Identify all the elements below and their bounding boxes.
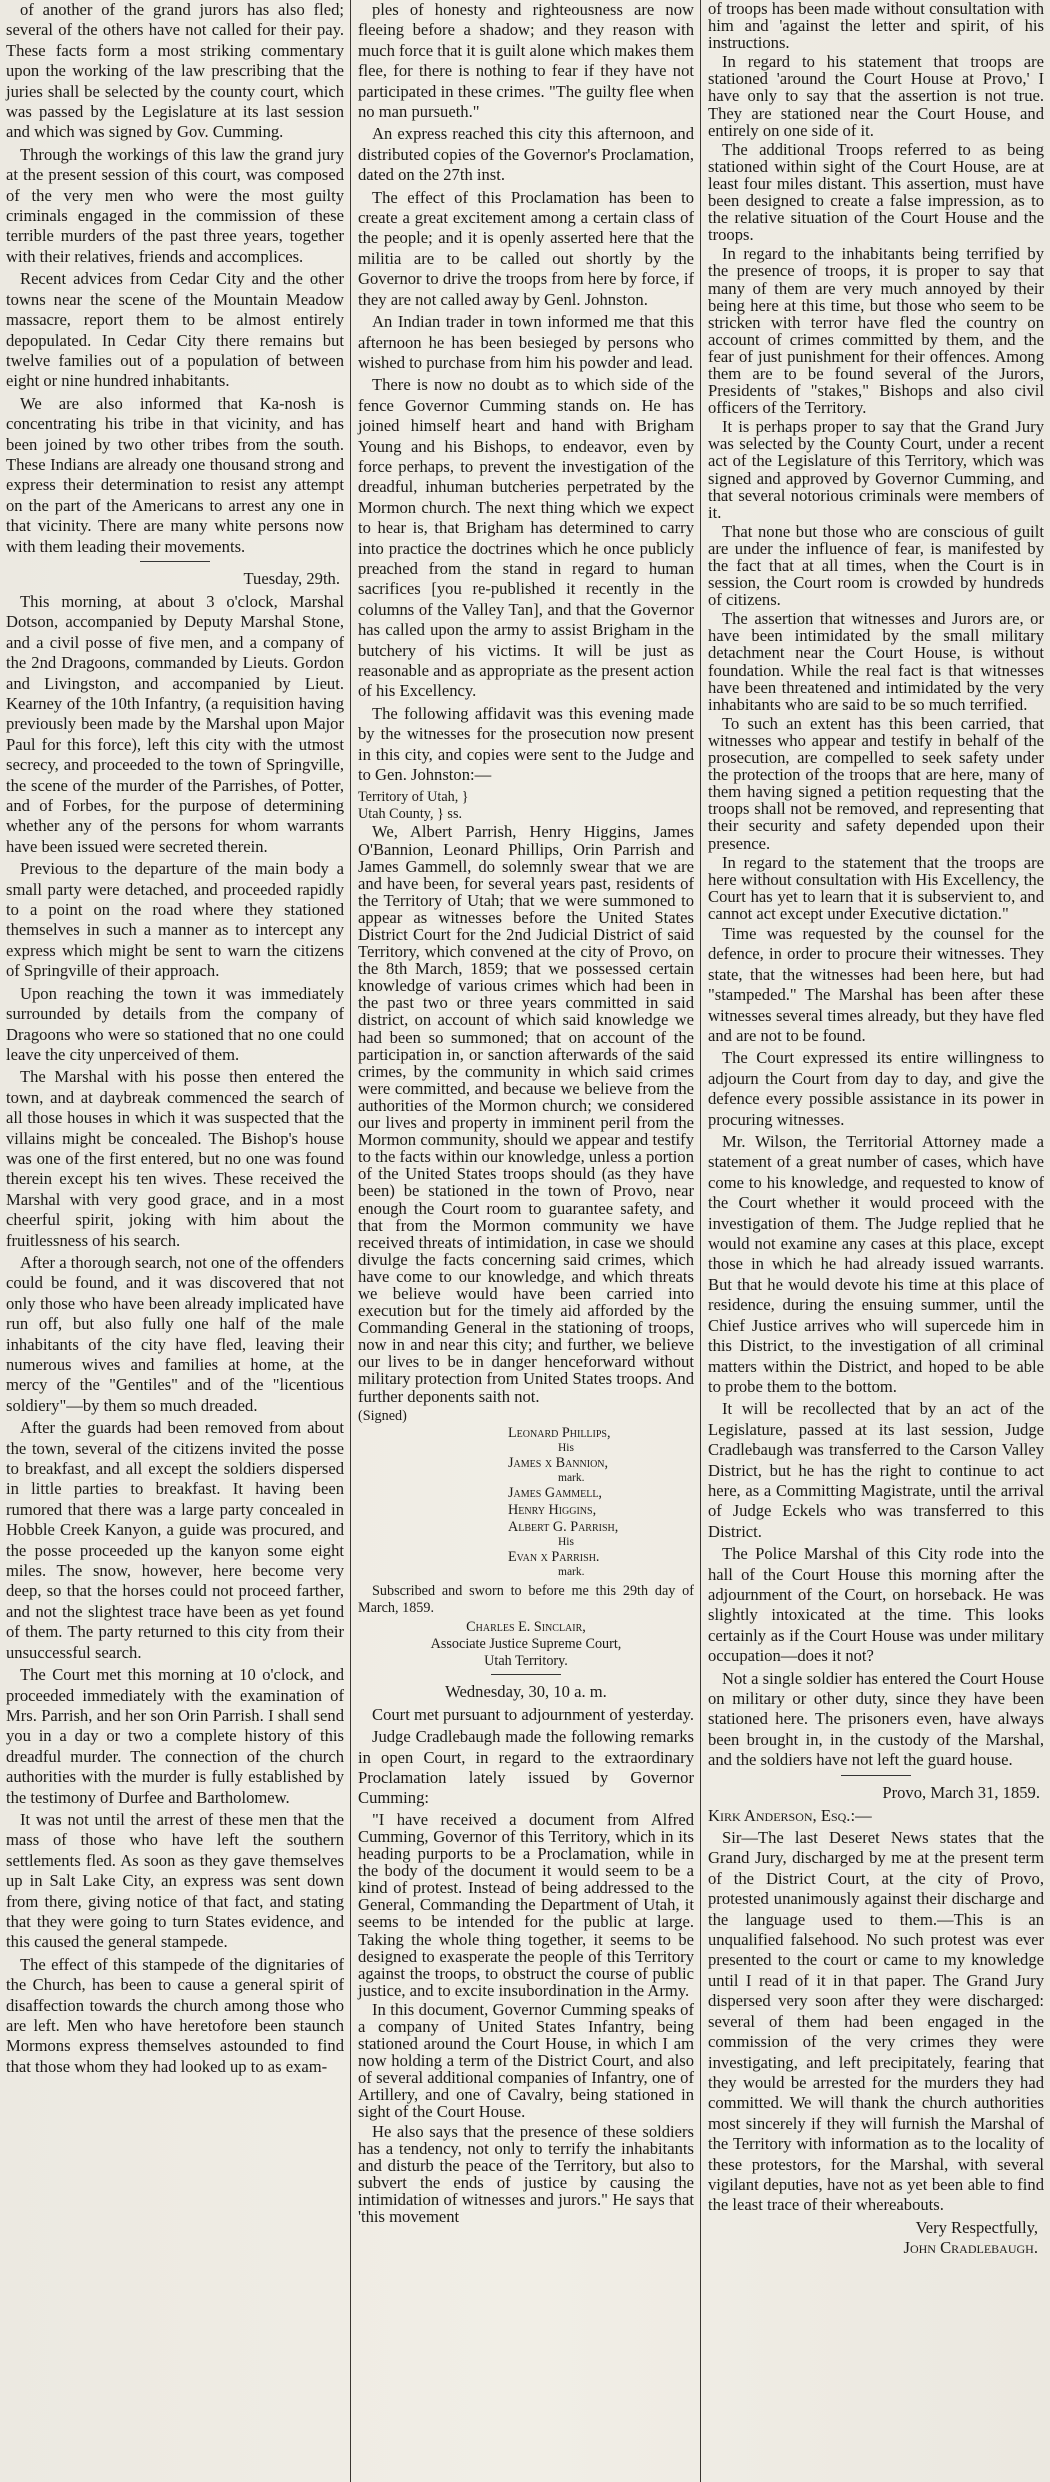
signer-mark: His [558,1535,574,1548]
signer [358,1519,694,1549]
venue-line: Utah County, } ss. [358,806,463,823]
column-2 [352,0,700,2482]
signer-name: James Gammell, [508,1484,602,1501]
paragraph: Recent advices from Cedar City and the other towns near the scene of the Mountain Meadow massacre, report them to be almost entirely depopulated. In Cedar City there remains but twelve families out of a population of between eight or nine hundred inhabitants. [6,269,344,391]
quote-paragraph: In regard to the statement that the troops are here without consultation with His Excellency, the Court has yet to learn that it is subservient to, and cannot act except under Executive dictation." [708,852,1044,923]
signer [358,1549,694,1579]
quote-paragraph: That none but those who are conscious of guilt are under the influence of fear, is manifested by the fact that at all times, when the Court is in session, the Court room is crowded by hundreds of citizens. [708,521,1044,610]
signer [358,1485,694,1502]
justice-title: Associate Justice Supreme Court, [430,1635,622,1652]
signer-mark: His [558,1441,574,1454]
quote-paragraph: In regard to his statement that troops are stationed 'around the Court House at Provo,' I have only to say that the assertion is not true. They are stationed near the Court House, and entirely on one side of it. [708,52,1044,140]
dateline-wednesday: Wednesday, 30, 10 a. m. [445,1681,607,1701]
paragraph: Court met pursuant to adjournment of yesterday. [372,1704,694,1724]
section-divider [841,1775,911,1776]
paragraph: There is now no doubt as to which side of the fence Governor Cumming stands on. He has joined himself heart and hand with Brigham Young and his Bishops, to endeavor, even by force perhaps, to prevent the investigation of the dreadful, inhuman butcheries perpetrated by the Mormon church. The next thing which we expect to hear is, that Brigham has determined to carry into practice the doctrines which he once publicly preached from the stand in regard to human sacrifices [you re-published it recently in the columns of the Valley Tan], and that the Governor has called upon the army to assist Brigham in the butchery of his victims. It will be just as reasonable and as appropriate as the present action of his Excellency. [358,375,694,701]
quote-paragraph: "I have received a document from Alfred Cumming, Governor of this Territory, which in its heading purports to be a Proclamation, while in the body of the document it would seem to be a kind of protest. Instead of being addressed to the General, Commanding the Department of Utah, it seems to be intended for the public at large. Taking the whole thing together, it seems to be designed to exasperate the people of this Territory against the troops, to obstruct the course of public justice, and to excite insubordination in the Army. [358,1809,694,2000]
column-rule [700,0,701,2482]
signer [358,1455,694,1485]
quote-paragraph: of troops has been made without consultation with him and 'against the letter and spirit, of his instructions. [708,0,1044,53]
paragraph: The effect of this stampede of the dignitaries of the Church, has been to cause a general spirit of disaffection towards the church among those who are left. Men who have heretofore been staunch Mormons express themselves astounded to find that those whom they had looked up to as exam- [6,1954,344,2076]
paragraph: Upon reaching the town it was immediately surrounded by details from the company of Dragoons who were so stationed that no one could leave the city unperceived of them. [6,983,344,1064]
paragraph: The Marshal with his posse then entered the town, and at daybreak commenced the search of all those houses in which it was suspected that the villains might be concealed. The Bishop's house was one of the first entered, but no one was found therein except his ten wives. These received the Marshal with very good grace, and in a most cheerful spirit, joking with him about the fruitlessness of his search. [6,1067,344,1250]
column-1-text-a [6,0,344,557]
justice-title: Utah Territory. [484,1652,568,1669]
paragraph: of another of the grand jurors has also fled; several of the others have not called for their pay. These facts form a most striking commentary upon the working of the law prescribing that the juries shall be selected by the county court, which was passed by the Legislature at its last session and which was signed by Gov. Cumming. [6,0,344,142]
paragraph: Time was requested by the counsel for the defence, in order to procure their witnesses. They state, that the witnesses had been here, but had "stampeded." The Marshal has been after these witnesses several times already, but they have fled and are not to be found. [708,923,1044,1045]
paragraph: Judge Cradlebaugh made the following remarks in open Court, in regard to the extraordinary Proclamation lately issued by Governor Cumming: [358,1727,694,1808]
paragraph: This morning, at about 3 o'clock, Marshal Dotson, accompanied by Deputy Marshal Stone, and a civil posse of five men, and a company of the 2nd Dragoons, commanded by Lieuts. Gordon and Livingston, and accompanied by Lieut. Kearney of the 10th Infantry, (a requisition having previously been made by the Marshal upon Major Paul for this force), left this city with the utmost secrecy, and proceeded to the town of Springville, the scene of the murder of the Parrishes, of Potter, and of Forbes, for the purpose of determining whether any of the persons for whom warrants have been issued were secreted therein. [6,591,344,856]
paragraph: Not a single soldier has entered the Court House on military or other duty, since they have been stationed here. The prisoners even, have always been brought in, in the custody of the Marshal, and the soldiers have not left the guard house. [708,1668,1044,1770]
column-rule [350,0,351,2482]
quote-paragraph: The additional Troops referred to as being stationed within sight of the Court House, are at least four miles distant. This assertion, must have been designed to create a false impression, as to the relative situation of the Court House and the troops. [708,139,1044,245]
jurat: Subscribed and sworn to before me this 29th day of March, 1859. [358,1582,694,1616]
paragraph: The following affidavit was this evening made by the witnesses for the prosecution now present in this city, and copies were sent to the Judge and to Gen. Johnston:— [358,703,694,785]
column-3 [702,0,1050,2482]
quote-paragraph: It is perhaps proper to say that the Grand Jury was selected by the County Court, under a recent act of the Legislature of this Territory, which was signed and approved by Governor Cumming, and that several notorious criminals were members of it. [708,417,1044,522]
judge-remarks-continued [708,0,1044,922]
section-divider [140,561,210,562]
paragraph: We are also informed that Ka-nosh is concentrating his tribe in that vicinity, and has been joined by two other tribes from the south. These Indians are already one thousand strong and express their determination to resist any attempt on the part of the Americans to arrest any one in that vicinity. There are many white persons now with them leading their movements. [6,393,344,556]
paragraph: The Police Marshal of this City rode into the hall of the Court House this morning after the adjournment of the Court, on horseback. He was slightly intoxicated at the time. This looks certainly as if the Court House was under military occupation—does it not? [708,1544,1044,1666]
signer-name: James x Bannion, [508,1454,609,1471]
signature-block [358,1407,694,1579]
paragraph: The Court expressed its entire willingness to adjourn the Court from day to day, and give the defence every possible assistance in its power in procuring witnesses. [708,1048,1044,1129]
letter-signature: John Cradlebaugh. [903,2237,1038,2257]
signer-name: Evan x Parrish. [508,1548,600,1565]
letter-dateline: Provo, March 31, 1859. [882,1782,1040,1802]
signed-label: (Signed) [358,1407,407,1424]
section-divider [491,1674,561,1675]
signer-name: Leonard Phillips, [508,1424,611,1441]
paragraph: ples of honesty and righteousness are now fleeing before a shadow; and they reason with much force that it is guilt alone which makes them flee, for there is nothing to fear if they have not participated in these crimes. "The guilty flee when no man pursueth." [358,0,694,122]
quote-paragraph: In this document, Governor Cumming speaks of a company of United States Infantry, being stationed around the Court House, in which I am now holding a term of the District Court, and also of several additional companies of Infantry, one of Artillery, and one of Cavalry, being stationed in sight of the Court House. [358,1999,694,2122]
dateline-tuesday: Tuesday, 29th. [243,568,340,588]
paragraph: An Indian trader in town informed me that this afternoon he has been besieged by persons who wished to purchase from him his powder and lead. [358,312,694,372]
quote-paragraph: The assertion that witnesses and Jurors are, or have been intimidated by the small military detachment near the Court House, is without foundation. While the real fact is that witnesses have been threatened and intimidated by the very inhabitants who are said to be so much terrified. [708,609,1044,714]
letter-body: Sir—The last Deseret News states that the Grand Jury, discharged by me at the present term of the District Court, at the city of Provo, protested unanimously against their discharge and the language used to them.—This is an unqualified falsehood. No such protest was ever presented to the court or came to my knowledge until I read of it in that paper. The Grand Jury dispersed very soon after they were discharged: several of them had been engaged in the commission of the very crimes they were investigating, and left precipitately, fearing that they would be arrested for the murders they had committed. We will thank the church authorities most sincerely if they will furnish the Marshal of the Territory with information as to the locality of these protestors, for the Marshal, with several vigilant deputies, have not as yet been able to find the least trace of their whereabouts. [708,1828,1044,2215]
paragraph: After a thorough search, not one of the offenders could be found, and it was discovered that not only those who have been already implicated have run off, but also fully one half of the male inhabitants of the city have fled, leaving their numerous wives and families at home, at the mercy of the "Gentiles" and of the "licentious soldiery"—by them so much dreaded. [6,1252,344,1415]
quote-paragraph: In regard to the inhabitants being terrified by the presence of troops, it is proper to say that many of them are very much annoyed by their being here at this time, but those who seem to be stricken with terror have fled the country on account of crimes committed by them, and the fear of just punishment for their offences. Among them are to be found several of the Jurors, Presidents of "stakes," Bishops and also civil officers of the Territory. [708,244,1044,418]
quote-paragraph: He also says that the presence of these soldiers has a tendency, not only to terrify the inhabitants and disturb the peace of the Territory, but also to subvert the ends of justice by causing the intimidation of witnesses and jurors." He says that 'this movement [358,2121,694,2226]
paragraph: It will be recollected that by an act of the Legislature, passed at its last session, Judge Cradlebaugh was transferred to the Carson Valley District, but he has the right to continue to act here, as a Committing Magistrate, until the arrival of Judge Eckels who was transferred to this District. [708,1399,1044,1541]
letter-closing: Very Respectfully, [915,2217,1038,2237]
quote-paragraph: To such an extent has this been carried, that witnesses who appear and testify in behalf of the prosecution, are compelled to seek safety under the protection of the troops that are here, many of them having signed a petition requesting that the troops shall not be removed, and representing that their security and safety depended upon their presence. [708,713,1044,853]
paragraph: An express reached this city this afternoon, and distributed copies of the Governor's Proclamation, dated on the 27th inst. [358,124,694,185]
signer-mark: mark. [558,1471,585,1484]
paragraph: The effect of this Proclamation has been to create a great excitement among a certain class of the people; and it is openly asserted here that the militia are to be called out shortly by the Governor to drive the troops from here by force, if they are not called away by Genl. Johnston. [358,187,694,309]
column-1-text-b [6,592,344,2077]
affidavit-text: We, Albert Parrish, Henry Higgins, James O'Bannion, Leonard Phillips, Orin Parrish and James Gammell, do solemnly swear that we are and have been, for several years past, residents of the Territory of Utah; that we were summoned to appear as witnesses before the United States District Court for the 2nd Judicial District of said Territory, which convened at the city of Provo, on the 8th March, 1859; that we possessed certain knowledge of various crimes which had been in the past two or three years committed in said district, on account of which said knowledge we had been so summoned; that on account of the participation in, or sanction afterwards of the said crimes, by the community in which said crimes were committed, and because we believe from the authorities of the Mormon church; we considered our lives and property in imminent peril from the Mormon community, should we appear and testify to the facts within our knowledge, unless a portion of the United States troops should (as they have been) be stationed in the town of Provo, near enough the Court room to guarantee safety, and that from the Mormon community we have received threats of intimidation, in case we should divulge the facts concerning said crimes, which have come to our knowledge, and which threats we believe would have been carried into execution but for the timely aid afforded by the Commanding General in the stationing of troops, now in and near this city; and further, we believe our lives to be in danger henceforward without military protection from United States troops. And further deponents saith not. [358,822,694,1406]
signer-name: Albert G. Parrish, [508,1518,619,1535]
signer [358,1407,694,1455]
justice-name: Charles E. Sinclair, [466,1618,586,1635]
paragraph: The Court met this morning at 10 o'clock, and proceeded immediately with the examination of Mrs. Parrish, and her son Orin Parrish. I shall send you in a day or two a complete history of this dreadful murder. The connection of the church authorities with the murder is fully established by the testimony of Durfee and Bartholomew. [6,1665,344,1807]
affidavit [358,789,694,1669]
paragraph: It was not until the arrest of these men that the mass of those who have left the southern settlements fled. As soon as they gave themselves up in Salt Lake City, an express was sent down from there, giving notice of that fact, and stating that they were going to turn States evidence, and this caused the general stampede. [6,1809,344,1952]
signer [358,1502,694,1519]
paragraph: Through the workings of this law the grand jury at the present session of this court, was composed of the very men who were the most guilty criminals engaged in the commission of these terrible murders of the past three years, together with their relatives, friends and accomplices. [6,144,344,266]
paragraph: After the guards had been removed from about the town, several of the citizens invited the posse to breakfast, and all except the soldiers dispersed in little parties to breakfast. It having been rumored that there was a large party concealed in Hobble Creek Kanyon, a guide was procured, and the posse proceeded up the kanyon some eight miles. The snow, however, here become very deep, so that the horses could not proceed farther, and not the slightest trace have been as yet found of them. The party returned to this city from their unsuccessful search. [6,1418,344,1662]
paragraph: Previous to the departure of the main body a small party were detached, and proceeded rapidly to a point on the road where they stationed themselves in such a manner as to intercept any express which might be sent to warn the citizens of Springville of their approach. [6,859,344,981]
venue-line: Territory of Utah, } [358,789,469,806]
judge-remarks [358,1811,694,2225]
letter-salutation: Kirk Anderson, Esq.:— [708,1805,872,1825]
signer-name: Henry Higgins, [508,1501,597,1518]
paragraph: Mr. Wilson, the Territorial Attorney made a statement of a great number of cases, which have come to his knowledge, and requested to know of the Court whether it would proceed with the investigation of them. The Judge replied that he would not examine any cases at this place, except those in which he had already issued warrants. But that he would devote his time at this place of residence, during the ensuing summer, until the Chief Justice arrives who will supercede him in this District, to the investigation of all criminal matters within the District, and hoped to be able to probe them to the bottom. [708,1132,1044,1396]
signer-mark: mark. [558,1565,585,1578]
column-1 [0,0,350,2482]
